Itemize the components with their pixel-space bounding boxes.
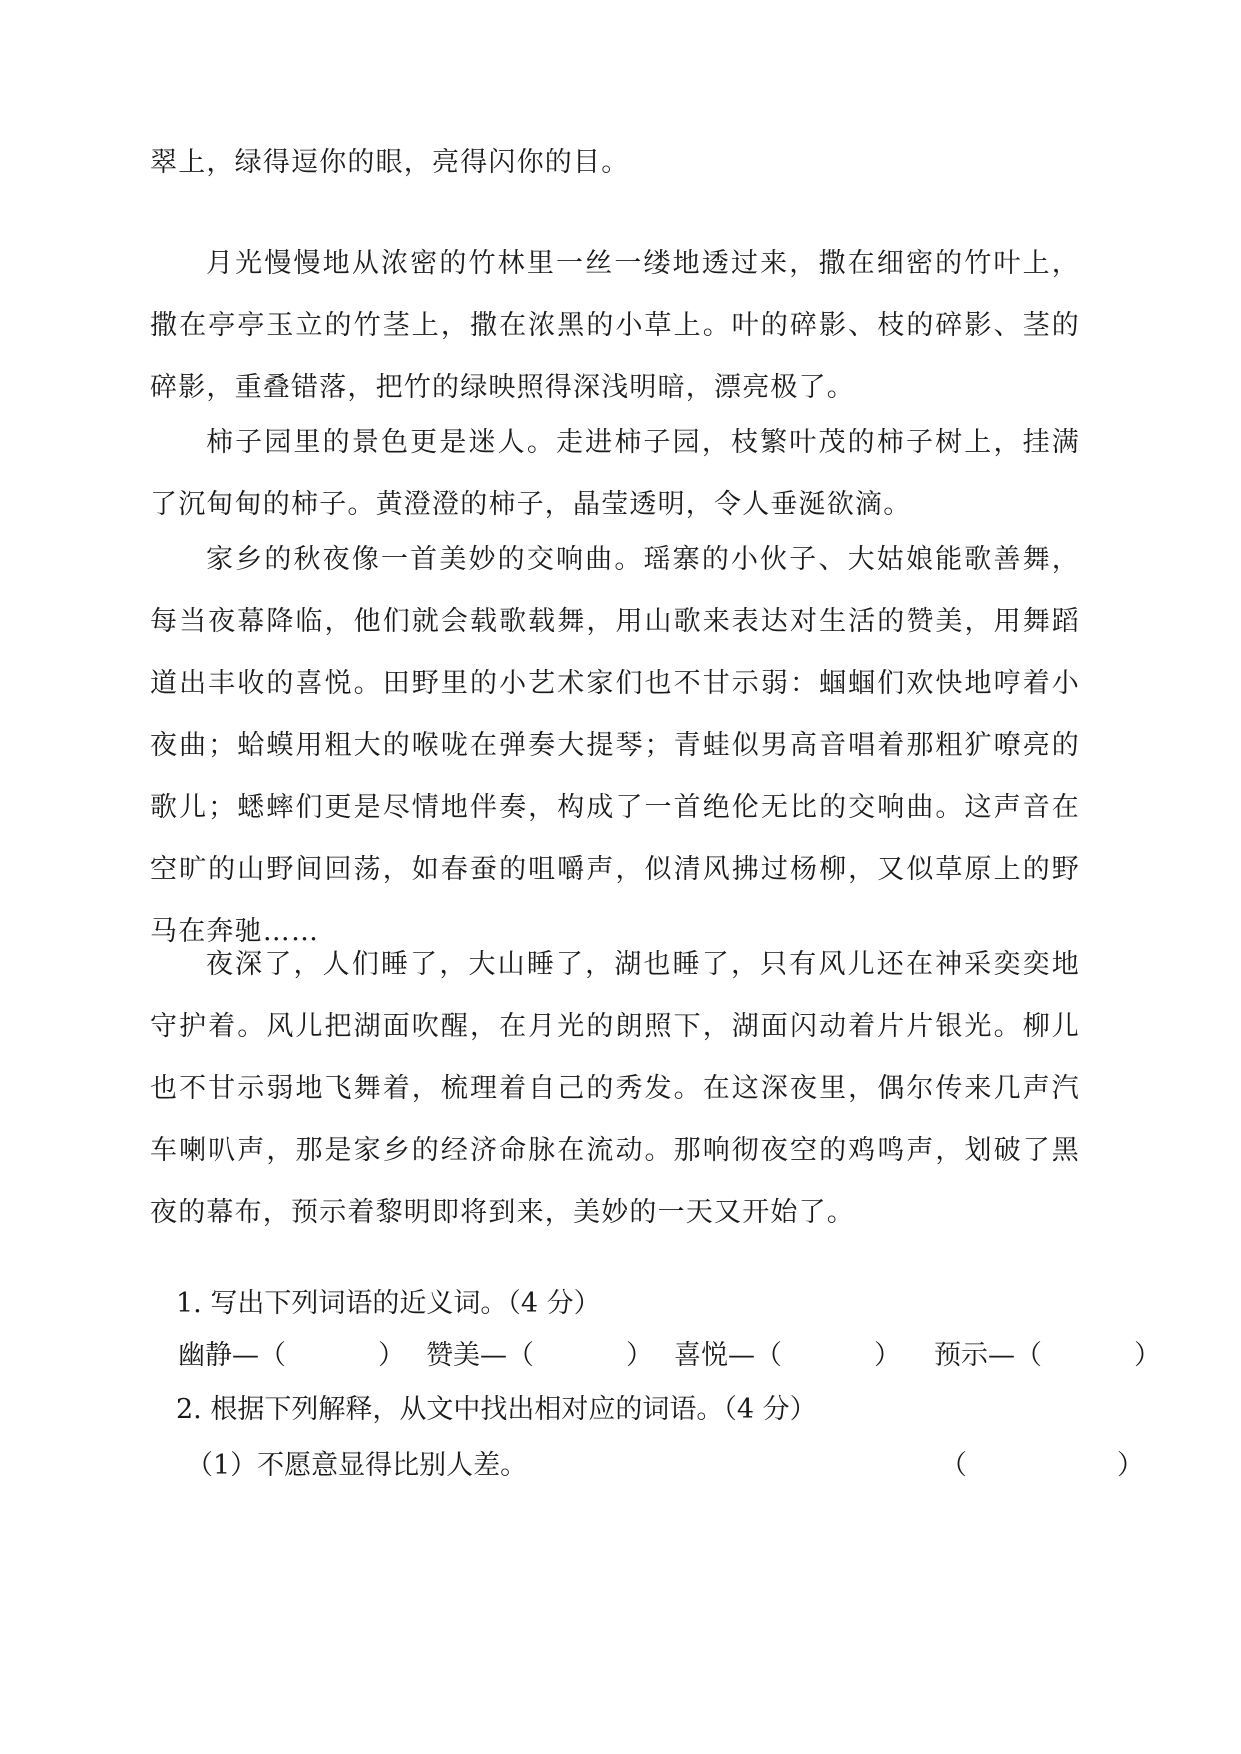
synonym-item [178,1336,405,1376]
question-1-answer-row [178,1336,1161,1376]
passage-paragraph-0: 翠上，绿得逗你的眼，亮得闪你的目。 [150,147,630,178]
synonym-word: 喜悦—（ [674,1340,782,1371]
synonym-close-bracket: ） [1134,1340,1161,1371]
question-1-title: 1. 写出下列词语的近义词。（4 分） [176,1288,601,1319]
question-2-subitem-1-answer [940,1446,1160,1486]
synonym-close-bracket: ） [378,1340,405,1371]
answer-bracket [940,1446,1144,1486]
synonym-item [426,1336,653,1376]
close-bracket: ） [1117,1450,1144,1481]
synonym-word: 赞美—（ [426,1340,534,1371]
synonym-close-bracket: ） [874,1340,901,1371]
synonym-word: 幽静—（ [178,1340,286,1371]
question-2-subitem-1: （1）不愿意显得比别人差。 [186,1450,528,1481]
synonym-item [674,1336,901,1376]
synonym-close-bracket: ） [626,1340,653,1371]
passage-paragraph-4: 夜深了，人们睡了，大山睡了，湖也睡了，只有风儿还在神采奕奕地守护着。风儿把湖面吹醒，在月光的朗照下，湖面闪动着片片银光。柳儿也不甘示弱地飞舞着，梳理着自己的秀发。在这深夜里，偶尔传来几声汽车喇叭声，那是家乡的经济命脉在流动。那响彻夜空的鸡鸣声，划破了黑夜的幕布，预示着黎明即将到来，美妙的一天又开始了。 [150,949,1080,1228]
open-bracket: （ [940,1450,967,1481]
passage-paragraph-3: 家乡的秋夜像一首美妙的交响曲。瑶寨的小伙子、大姑娘能歌善舞，每当夜幕降临，他们就会载歌载舞，用山歌来表达对生活的赞美，用舞蹈道出丰收的喜悦。田野里的小艺术家们也不甘示弱：蝈蝈们欢快地哼着小夜曲；蛤蟆用粗大的喉咙在弹奏大提琴；青蛙似男高音唱着那粗犷嘹亮的歌儿；蟋蟀们更是尽情地伴奏，构成了一首绝伦无比的交响曲。这声音在空旷的山野间回荡，如春蚕的咀嚼声，似清风拂过杨柳，又似草原上的野马在奔驰…… [150,544,1080,947]
question-2-title: 2. 根据下列解释，从文中找出相对应的词语。（4 分） [176,1394,817,1425]
passage-paragraph-1: 月光慢慢地从浓密的竹林里一丝一缕地透过来，撒在细密的竹叶上，撒在亭亭玉立的竹茎上，撒在浓黑的小草上。叶的碎影、枝的碎影、茎的碎影，重叠错落，把竹的绿映照得深浅明暗，漂亮极了。 [150,248,1080,403]
synonym-word: 预示—（ [934,1340,1042,1371]
synonym-item [934,1336,1161,1376]
passage-paragraph-2: 柿子园里的景色更是迷人。走进柿子园，枝繁叶茂的柿子树上，挂满了沉甸甸的柿子。黄澄澄的柿子，晶莹透明，令人垂涎欲滴。 [150,427,1080,520]
